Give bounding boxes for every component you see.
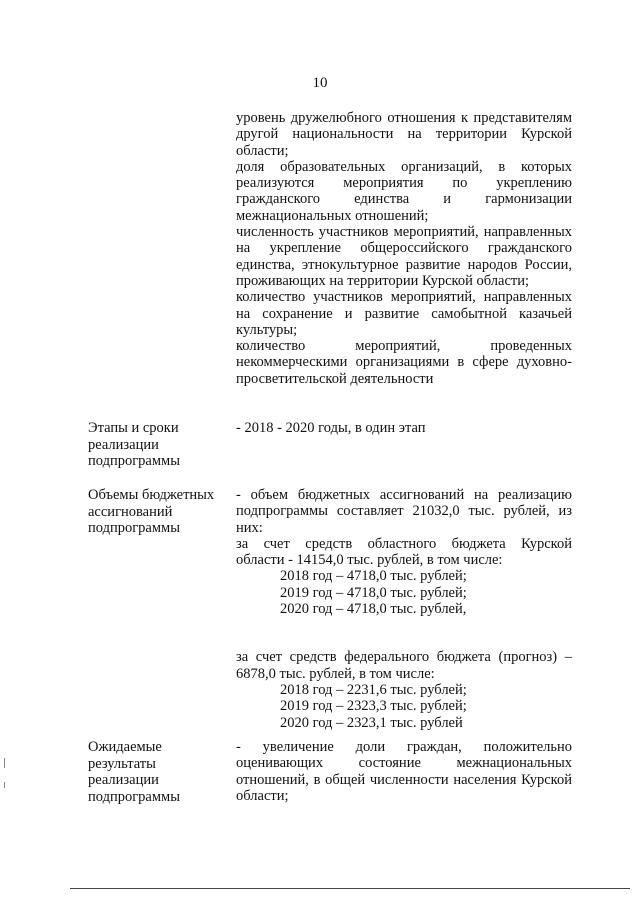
page-number: 10 [312,75,328,91]
label-line: подпрограммы [88,788,180,805]
text-line: - 2018 - 2020 годы, в один этап [236,420,426,436]
stages-value [236,420,572,436]
label-line: результаты [88,755,156,772]
text-line: реализуются мероприятия по укреплению [236,175,572,192]
budget-text-block [236,487,572,731]
text-line: численность участников мероприятий, направленных [236,224,572,241]
text-line: - объем бюджетных ассигнований на реализацию [236,487,572,503]
label-line: Объемы бюджетных [88,487,215,503]
label-line: ассигнований [88,503,173,520]
page-bottom-rule [70,888,630,889]
text-line: - увеличение доли граждан, положительно [236,739,572,755]
results-text-block [236,739,572,804]
text-line: культуры; [236,321,298,338]
indicators-text-block [236,110,572,387]
text-line: области; [236,142,289,159]
text-line: количество мероприятий, проведенных [236,338,572,355]
budget-year-line: 2018 год – 4718,0 тыс. рублей; [280,568,467,585]
text-line: на укрепление общероссийского гражданского [236,240,572,257]
label-line: реализации [88,772,159,789]
text-line: на сохранение и развитие самобытной казачьей [236,305,572,322]
label-line: реализации [88,436,159,453]
text-line: проживающих на территории Курской области; [236,272,530,289]
text-line: области - 14154,0 тыс. рублей, в том числе: [236,552,503,569]
budget-label [88,487,228,537]
text-line: оценивающих состояние межнациональных [236,755,572,772]
text-line: единства, этнокультурное развитие народов России, [236,256,572,273]
budget-year-line: 2020 год – 4718,0 тыс. рублей, [280,601,467,618]
budget-year-line: 2019 год – 4718,0 тыс. рублей; [280,584,467,601]
label-line: Ожидаемые [88,739,162,755]
scan-speck [4,758,5,768]
label-line: подпрограммы [88,453,180,470]
text-line: гражданского единства и гармонизации [236,191,572,208]
label-line: Этапы и сроки [88,420,179,436]
text-line: уровень дружелюбного отношения к представителям [236,110,572,126]
budget-year-line: 2020 год – 2323,1 тыс. рублей [280,714,463,731]
scan-speck [4,782,5,788]
text-line: просветительской деятельности [236,370,434,387]
stages-label [88,420,228,470]
label-line: подпрограммы [88,520,180,537]
spacer [236,617,572,633]
text-line: отношений, в общей численности населения Курской [236,771,572,788]
text-line: доля образовательных организаций, в которых [236,158,572,175]
results-label [88,739,228,805]
text-line: другой национальности на территории Курской [236,126,572,143]
text-line: количество участников мероприятий, направленных [236,289,572,306]
text-line: за счет средств областного бюджета Курской [236,535,572,552]
budget-year-line: 2019 год – 2323,3 тыс. рублей; [280,698,467,715]
text-line: подпрограммы составляет 21032,0 тыс. рублей, из [236,503,572,520]
budget-year-line: 2018 год – 2231,6 тыс. рублей; [280,681,467,698]
text-line: межнациональных отношений; [236,207,429,224]
text-line: области; [236,787,289,804]
text-line: 6878,0 тыс. рублей, в том числе: [236,665,435,682]
text-line: некоммерческими организациями в сфере духовно- [236,354,572,371]
text-line: за счет средств федерального бюджета (прогноз) – [236,649,572,666]
text-line: них: [236,519,263,536]
spacer [236,633,572,649]
